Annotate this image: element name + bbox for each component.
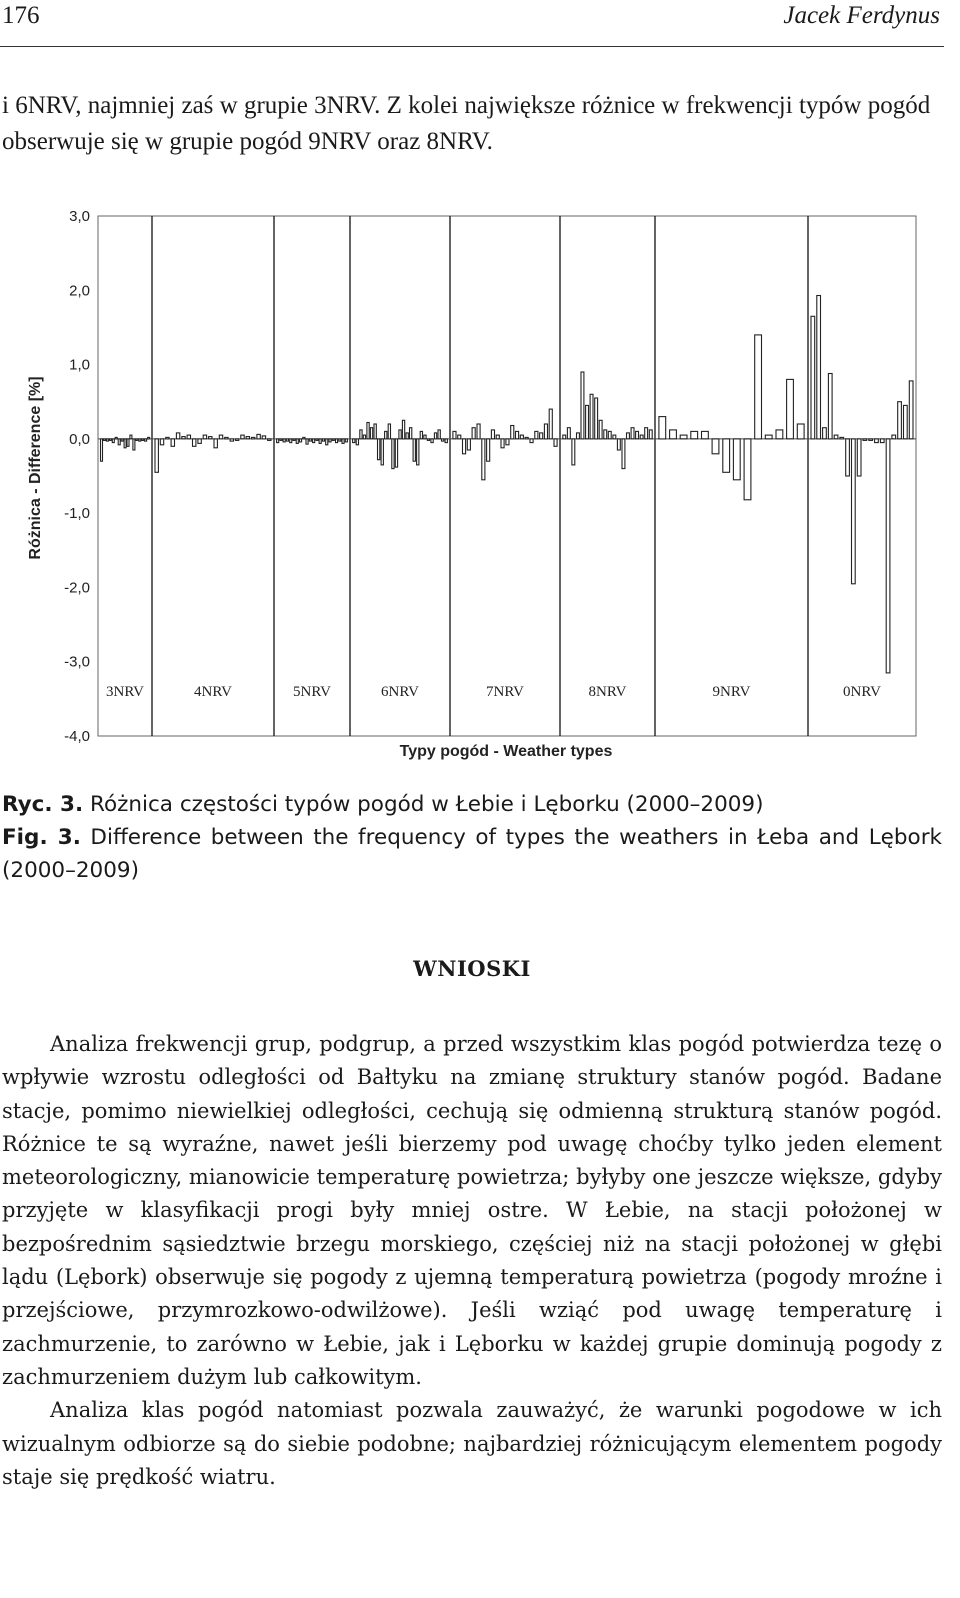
bar — [257, 434, 260, 439]
bar — [388, 424, 390, 439]
bar — [904, 405, 908, 438]
bar — [326, 439, 328, 445]
bar — [834, 435, 838, 439]
bar — [563, 435, 566, 439]
y-axis-label: Różnica - Difference [%] — [27, 376, 44, 560]
bar — [511, 426, 514, 439]
y-tick-label: -4,0 — [64, 728, 90, 745]
body-text — [2, 1028, 942, 1494]
bar — [506, 439, 509, 445]
y-tick-label: -1,0 — [64, 505, 90, 523]
bar — [680, 435, 687, 439]
bar — [136, 439, 138, 441]
bar — [670, 430, 677, 439]
group-label: 0NRV — [843, 684, 881, 700]
bar — [453, 431, 456, 438]
bar — [392, 439, 394, 469]
y-tick-label: 0,0 — [69, 430, 90, 448]
bar — [501, 439, 504, 448]
bar — [649, 430, 652, 439]
bar — [645, 428, 648, 439]
bar — [549, 409, 552, 439]
y-tick-label: 1,0 — [69, 356, 90, 374]
bar — [776, 430, 783, 439]
bar — [424, 435, 426, 439]
bar — [410, 428, 412, 439]
bar — [617, 439, 620, 450]
group-label: 3NRV — [106, 684, 144, 700]
bar — [702, 431, 709, 438]
bar — [691, 431, 698, 438]
bar — [659, 417, 666, 439]
page-header — [0, 0, 944, 47]
bar — [290, 439, 292, 443]
bar — [723, 439, 730, 472]
y-tick-label: 3,0 — [69, 208, 90, 225]
intro-paragraph: i 6NRV, najmniej zaś w grupie 3NRV. Z kolei największe różnice w frekwencji typów pogód obserwuje się w grupie pogód 9NRV oraz 8NRV. — [2, 92, 931, 155]
bar — [342, 439, 344, 444]
bar — [487, 439, 490, 461]
bar — [817, 296, 821, 439]
bar — [530, 439, 533, 443]
figure-chart — [20, 196, 950, 766]
bar — [431, 439, 433, 443]
bar — [360, 430, 362, 439]
bar — [166, 437, 169, 439]
group-label: 4NRV — [194, 684, 232, 700]
bar — [112, 439, 114, 443]
bar — [442, 439, 444, 441]
bar — [525, 437, 528, 439]
bar — [491, 430, 494, 439]
bar — [121, 439, 123, 441]
bar — [214, 439, 217, 448]
bar — [577, 433, 580, 439]
bar — [209, 437, 212, 439]
bar — [406, 433, 408, 439]
bar — [353, 439, 355, 443]
bar — [313, 439, 315, 443]
group-label: 9NRV — [712, 684, 751, 700]
bar — [367, 423, 369, 439]
bar — [477, 424, 480, 439]
bar — [280, 439, 282, 441]
group-label: 6NRV — [381, 684, 419, 700]
bar — [322, 439, 324, 441]
bar — [636, 431, 639, 438]
bar — [306, 439, 308, 444]
running-author: Jacek Ferdynus — [783, 2, 940, 29]
bar — [846, 439, 850, 476]
bar — [319, 439, 321, 444]
bar — [277, 439, 279, 443]
bar — [309, 439, 311, 441]
bar — [863, 439, 867, 441]
bar — [886, 439, 890, 673]
bar — [496, 435, 499, 439]
bar — [640, 435, 643, 439]
bar — [130, 435, 132, 439]
bar — [370, 428, 372, 439]
bar — [420, 431, 422, 438]
bar — [438, 430, 440, 439]
bar — [187, 435, 190, 439]
bar — [458, 435, 461, 439]
bar — [540, 433, 543, 439]
bar — [139, 439, 141, 441]
bar — [427, 439, 429, 441]
bar — [520, 435, 523, 439]
bar — [613, 435, 616, 439]
bar — [109, 439, 111, 441]
bar — [765, 435, 772, 439]
difference-bar-chart — [20, 196, 950, 766]
bar — [467, 439, 470, 450]
bar — [892, 435, 896, 439]
x-axis-label: Typy pogód - Weather types — [399, 743, 613, 760]
bar — [106, 439, 108, 441]
bar — [345, 439, 347, 442]
group-label: 5NRV — [293, 684, 331, 700]
bar — [402, 420, 404, 439]
bar — [115, 437, 117, 439]
bar — [286, 439, 288, 441]
bar — [329, 439, 331, 442]
bar — [336, 439, 338, 443]
bar — [595, 398, 598, 439]
bar — [417, 439, 419, 465]
bar — [385, 431, 387, 438]
bar — [356, 439, 358, 445]
bar — [262, 436, 265, 439]
bar — [463, 439, 466, 454]
bar — [909, 381, 913, 439]
bar — [160, 439, 163, 445]
bar — [434, 433, 436, 439]
y-tick-label: 2,0 — [69, 282, 90, 300]
bar — [857, 439, 861, 476]
bar — [316, 439, 318, 441]
y-tick-label: -3,0 — [64, 653, 90, 671]
bar — [148, 437, 150, 439]
bar — [378, 439, 380, 460]
bar — [182, 437, 185, 439]
bar — [300, 439, 302, 442]
bar — [604, 430, 607, 439]
bar — [303, 437, 305, 439]
bar — [395, 439, 397, 467]
bar — [445, 439, 447, 443]
figure-caption-pl — [2, 788, 942, 821]
bar — [296, 439, 298, 444]
bar — [363, 435, 365, 439]
bar — [133, 439, 135, 450]
y-tick-label: -2,0 — [64, 579, 90, 597]
bar — [567, 428, 570, 439]
bar — [586, 405, 589, 438]
bar — [608, 431, 611, 438]
group-label: 8NRV — [588, 684, 627, 700]
bar — [622, 439, 625, 469]
page-number: 176 — [2, 2, 40, 29]
bar — [171, 439, 174, 446]
bar — [787, 379, 794, 438]
group-label: 7NRV — [486, 684, 524, 700]
bar — [733, 439, 740, 480]
bar — [339, 439, 341, 441]
bar — [544, 424, 547, 439]
bar — [599, 420, 602, 439]
bar — [225, 437, 228, 439]
bar — [283, 439, 285, 442]
bar — [472, 428, 475, 439]
bar — [142, 439, 144, 441]
bar — [203, 435, 206, 439]
body-paragraph-1: Analiza frekwencji grup, podgrup, a przed wszystkim klas pogód potwierdza tezę o wpływie wzrostu odległości od Bałtyku na zmianę struktury stanów pogód. Badane stacje, pomimo niewielkiej odległości, cechują się odmienną strukturą stanów pogód. Różnice te są wyraźne, nawet jeśli bierzemy pod uwagę choćby tylko jeden element meteorologiczny, mianowicie temperaturę powietrza; byłyby one jeszcze większe, gdyby przyjęte w klasyfikacji progi były mniej ostre. W Łebie, na stacji położonej w bezpośrednim sąsiedztwie brzegu morskiego, częściej niż na stacji położonej w głębi lądu (Lębork) obserwuje się pogody z ujemną temperaturą powietrza (pogody mroźne i przejściowe, przymrozkowo-odwilżowe). Jeśli wziąć pod uwagę temperaturę i zachmurzenie, to zarówno w Łebie, jak i Lęborku w każdej grupie dominują pogody z zachmurzeniem dużym lub całkowitym. — [2, 1032, 942, 1389]
bar — [823, 428, 827, 439]
bar — [712, 439, 719, 454]
caption-en-text: Difference between the frequency of types the weathers in Łeba and Lębork (2000–2009) — [2, 825, 942, 883]
figure-caption-en — [2, 821, 942, 887]
bar — [118, 439, 120, 445]
bar — [381, 439, 383, 465]
bar — [268, 439, 271, 441]
bar — [590, 394, 593, 439]
bar — [797, 424, 804, 439]
bar — [581, 372, 584, 439]
bar — [744, 439, 751, 500]
bar — [155, 439, 158, 472]
caption-en-label: Fig. 3. — [2, 825, 81, 850]
bar — [104, 439, 106, 441]
bar — [554, 439, 557, 446]
bar — [852, 439, 856, 584]
bar — [176, 433, 179, 439]
bar — [535, 431, 538, 438]
bar — [755, 335, 762, 439]
bar — [145, 439, 147, 441]
bar — [516, 431, 519, 438]
caption-pl-text: Różnica częstości typów pogód w Łebie i Lęborku (2000–2009) — [83, 792, 764, 817]
bar — [374, 424, 376, 439]
bar — [898, 402, 902, 439]
section-heading: WNIOSKI — [413, 956, 531, 981]
bar — [828, 374, 832, 439]
bar — [230, 439, 233, 441]
bar — [631, 428, 634, 439]
plot-frame — [98, 216, 916, 736]
bar — [235, 439, 238, 441]
bar — [482, 439, 485, 480]
bar — [127, 439, 129, 446]
bar — [413, 439, 415, 461]
bar — [193, 439, 196, 446]
bar — [572, 439, 575, 465]
bar — [627, 433, 630, 439]
bar — [124, 439, 126, 448]
bar — [332, 439, 334, 441]
bar — [875, 439, 879, 443]
bar — [246, 437, 249, 439]
bar — [811, 316, 815, 439]
caption-pl-label: Ryc. 3. — [2, 792, 84, 817]
bar — [840, 437, 844, 439]
bar — [869, 439, 873, 441]
bar — [293, 439, 295, 441]
bar — [219, 435, 222, 439]
bar — [399, 430, 401, 439]
bar — [198, 439, 201, 444]
bar — [880, 439, 884, 443]
bar — [252, 437, 255, 439]
bar — [101, 439, 103, 461]
bar — [241, 435, 244, 439]
body-paragraph-2: Analiza klas pogód natomiast pozwala zauważyć, że warunki pogodowe w ich wizualnym odbiorze są do siebie podobne; najbardziej różnicującym elementem pogody staje się prędkość wiatru. — [2, 1398, 942, 1489]
